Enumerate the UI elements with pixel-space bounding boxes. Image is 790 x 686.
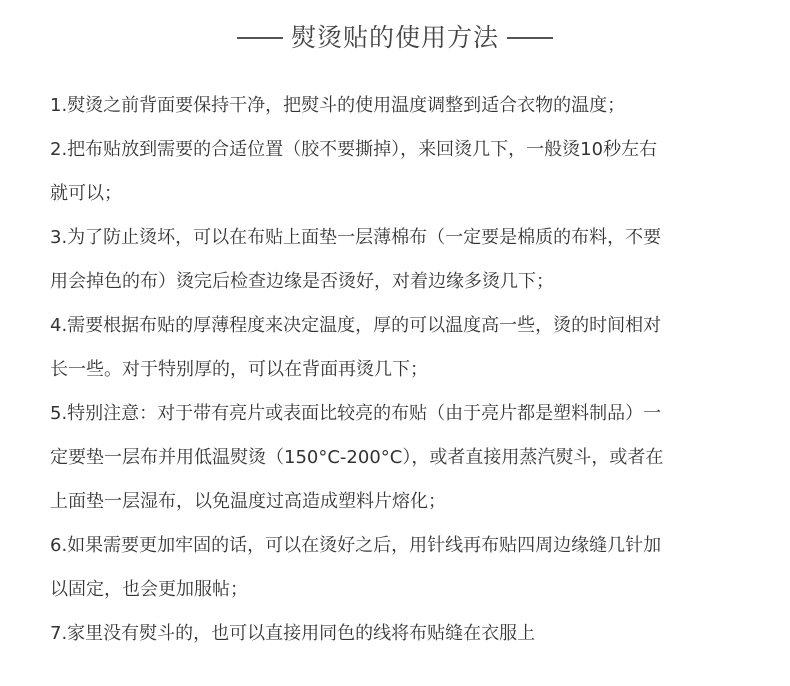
instruction-line: 2.把布贴放到需要的合适位置（胶不要撕掉），来回烫几下，一般烫10秒左右 (50, 139, 658, 160)
title-left-dash (237, 37, 283, 39)
instruction-line: 5.特别注意：对于带有亮片或表面比较亮的布贴（由于亮片都是塑料制品）一 (50, 403, 662, 424)
instruction-line: 6.如果需要更加牢固的话，可以在烫好之后，用针线再布贴四周边缘缝几针加 (50, 535, 662, 556)
instruction-line: 用会掉色的布）烫完后检查边缘是否烫好，对着边缘多烫几下； (50, 271, 554, 292)
instruction-2 (50, 128, 750, 216)
instruction-5 (50, 392, 750, 524)
title-text: 熨烫贴的使用方法 (290, 23, 499, 52)
instruction-line: 3.为了防止烫坏，可以在布贴上面垫一层薄棉布（一定要是棉质的布料，不要 (50, 227, 662, 248)
instructions-list (50, 84, 750, 656)
instruction-line: 以固定，也会更加服帖； (50, 579, 248, 600)
instruction-4 (50, 304, 750, 392)
instruction-line: 7.家里没有熨斗的，也可以直接用同色的线将布贴缝在衣服上 (50, 623, 536, 644)
instruction-7 (50, 612, 750, 656)
instruction-line: 上面垫一层湿布，以免温度过高造成塑料片熔化； (50, 491, 446, 512)
instruction-line: 4.需要根据布贴的厚薄程度来决定温度，厚的可以温度高一些，烫的时间相对 (50, 315, 662, 336)
instruction-line: 就可以； (50, 183, 122, 204)
title-right-dash (507, 37, 553, 39)
instruction-line: 长一些。对于特别厚的，可以在背面再烫几下； (50, 359, 428, 380)
instruction-line: 1.熨烫之前背面要保持干净，把熨斗的使用温度调整到适合衣物的温度； (50, 95, 626, 116)
page-title (0, 18, 790, 58)
instruction-6 (50, 524, 750, 612)
instruction-line: 定要垫一层布并用低温熨烫（150°C-200°C），或者直接用蒸汽熨斗，或者在 (50, 447, 664, 468)
instruction-1 (50, 84, 750, 128)
instruction-3 (50, 216, 750, 304)
